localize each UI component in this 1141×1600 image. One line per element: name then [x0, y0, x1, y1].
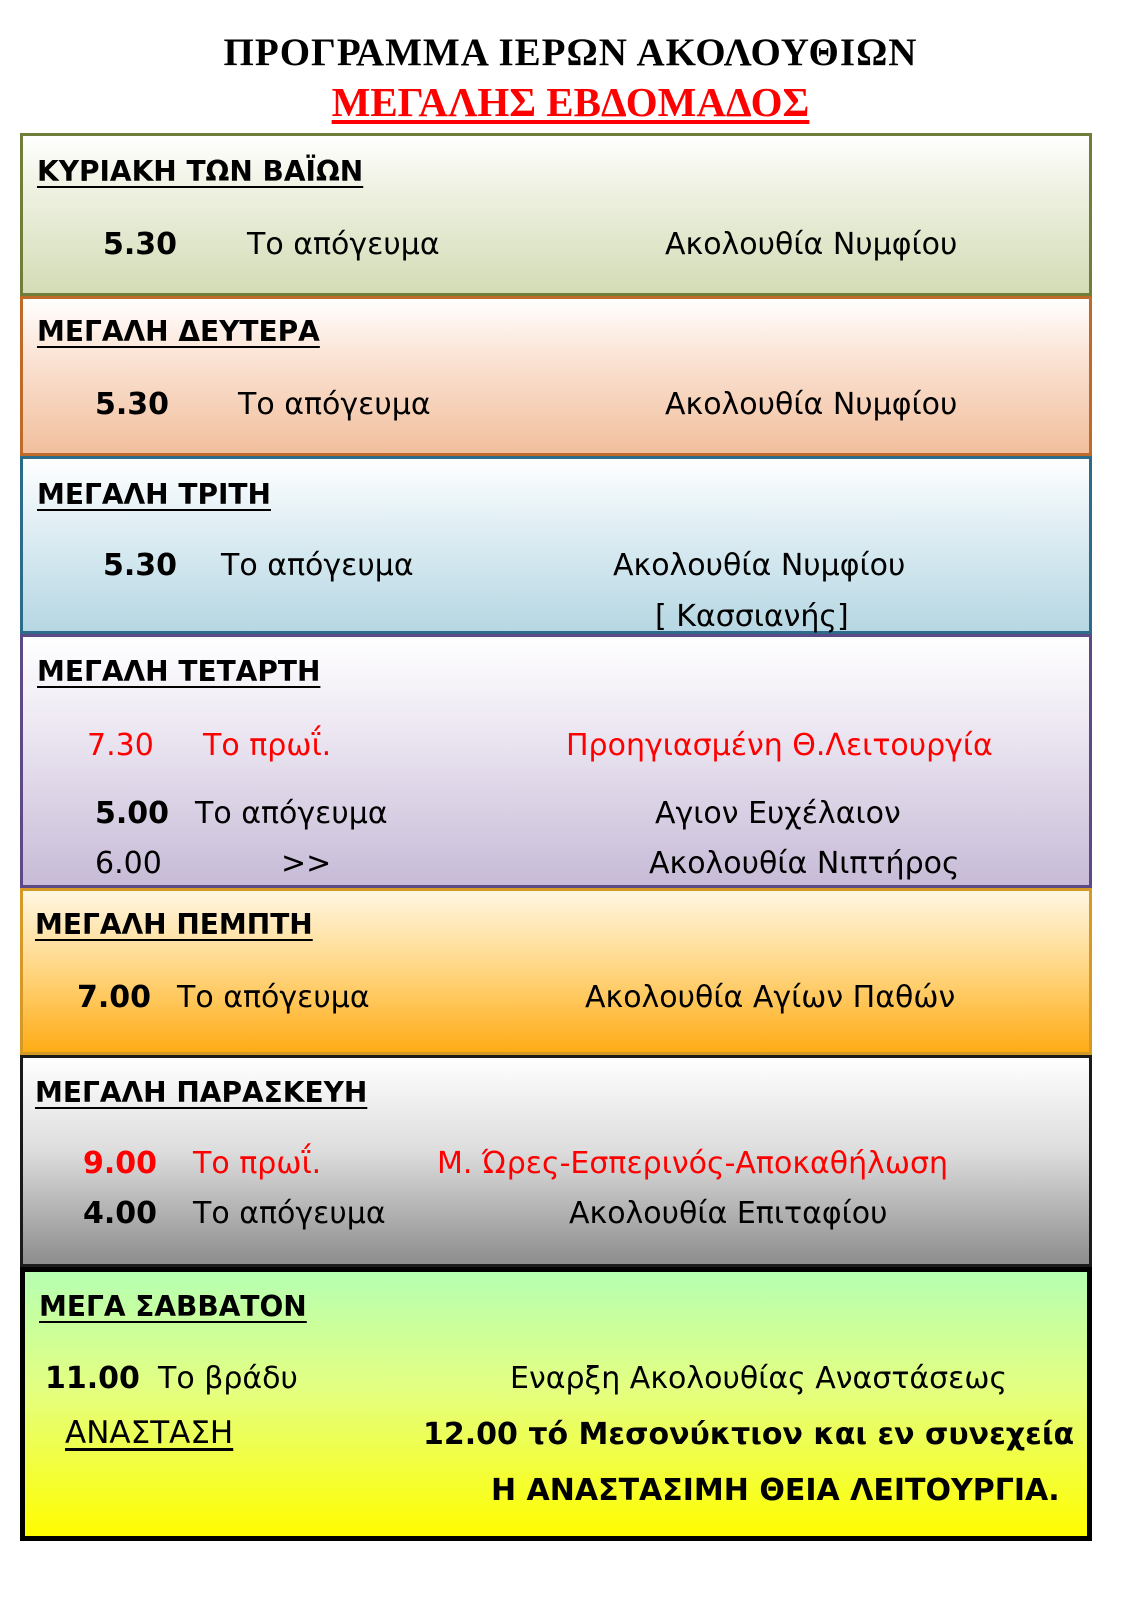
- day-title: ΜΕΓΑΛΗ ΔΕΥΤΕΡΑ: [37, 315, 320, 348]
- service-name: Μ. Ώρες-Εσπερινός-Αποκαθήλωση: [437, 1146, 949, 1181]
- service-time: 6.00: [95, 846, 162, 881]
- service-time: 11.00: [45, 1361, 140, 1396]
- service-name: Προηγιασμένη Θ.Λειτουργία: [566, 728, 993, 763]
- resurrection-line-1: 12.00 τό Μεσονύκτιον και εν συνεχεία: [423, 1417, 1075, 1452]
- service-time: 7.30: [87, 728, 154, 763]
- page-subtitle: ΜΕΓΑΛΗΣ ΕΒΔΟΜΑΔΟΣ: [331, 79, 810, 125]
- service-time: 4.00: [83, 1196, 158, 1231]
- service-when: Το πρωΐ.: [203, 728, 332, 763]
- service-time: 9.00: [83, 1146, 158, 1181]
- service-name: Ακολουθία Νυμφίου: [665, 387, 958, 422]
- service-time: 7.00: [77, 980, 152, 1015]
- service-when: Το πρωΐ.: [193, 1146, 322, 1181]
- service-name: Ακολουθία Επιταφίου: [569, 1196, 888, 1231]
- service-when: Το απόγευμα: [221, 548, 414, 583]
- day-title: ΜΕΓΑ ΣΑΒΒΑΤΟΝ: [39, 1290, 307, 1323]
- service-time: 5.30: [103, 548, 178, 583]
- service-when: Το απόγευμα: [177, 980, 370, 1015]
- day-title: ΜΕΓΑΛΗ ΤΡΙΤΗ: [37, 478, 271, 511]
- day-title: ΚΥΡΙΑΚΗ ΤΩΝ ΒΑΪΩΝ: [37, 155, 364, 188]
- day-box-friday: [20, 1055, 1092, 1267]
- day-box-tuesday: [20, 456, 1092, 634]
- service-name: Αγιον Ευχέλαιον: [655, 796, 901, 831]
- page-title: ΠΡΟΓΡΑΜΜΑ ΙΕΡΩΝ ΑΚΟΛΟΥΘΙΩΝ: [223, 31, 918, 74]
- service-when: Το απόγευμα: [195, 796, 388, 831]
- service-name: Ακολουθία Νυμφίου: [665, 227, 958, 262]
- day-box-palm-sunday: [20, 133, 1092, 296]
- resurrection-label: ΑΝΑΣΤΑΣΗ: [65, 1415, 234, 1451]
- day-box-thursday: [20, 888, 1092, 1055]
- day-box-wednesday: [20, 634, 1092, 888]
- service-name: Ακολουθία Νυμφίου: [613, 548, 906, 583]
- service-name: Ακολουθία Νιπτήρος: [649, 846, 960, 881]
- resurrection-line-2: Η ΑΝΑΣΤΑΣΙΜΗ ΘΕΙΑ ΛΕΙΤΟΥΡΓΙΑ.: [491, 1473, 1060, 1508]
- service-when: Το βράδυ: [158, 1361, 298, 1396]
- service-when: Το απόγευμα: [247, 227, 440, 262]
- service-time: 5.00: [95, 796, 170, 831]
- service-when: >>: [281, 846, 332, 881]
- service-time: 5.30: [103, 227, 178, 262]
- day-title: ΜΕΓΑΛΗ ΤΕΤΑΡΤΗ: [37, 655, 321, 688]
- day-title: ΜΕΓΑΛΗ ΠΑΡΑΣΚΕΥΗ: [35, 1076, 368, 1109]
- day-title: ΜΕΓΑΛΗ ΠΕΜΠΤΗ: [35, 908, 313, 941]
- day-box-monday: [20, 296, 1092, 456]
- service-time: 5.30: [95, 387, 170, 422]
- service-note: [ Κασσιανής]: [655, 599, 849, 634]
- service-when: Το απόγευμα: [193, 1196, 386, 1231]
- service-name: Εναρξη Ακολουθίας Αναστάσεως: [510, 1361, 1008, 1396]
- service-when: Το απόγευμα: [238, 387, 431, 422]
- day-box-saturday: [20, 1267, 1092, 1541]
- service-name: Ακολουθία Αγίων Παθών: [585, 980, 956, 1015]
